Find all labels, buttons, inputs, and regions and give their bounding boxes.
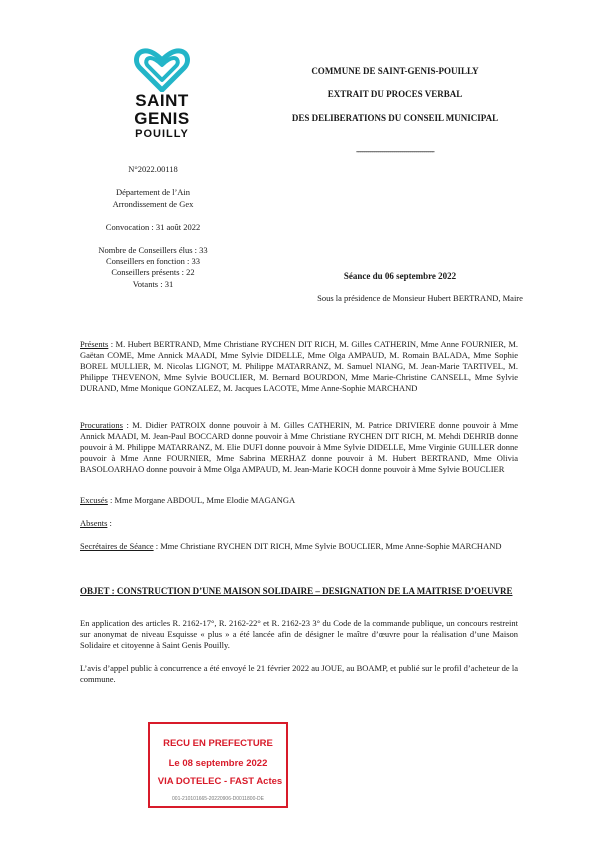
secretaires-label: Secrétaires de Séance <box>80 541 154 551</box>
presents-label: Présents <box>80 339 109 349</box>
prefecture-stamp <box>148 722 288 808</box>
absents-paragraph <box>80 518 518 529</box>
procurations-label: Procurations <box>80 420 123 430</box>
conseillers-presents: Conseillers présents : 22 <box>111 267 195 277</box>
procurations-paragraph <box>80 420 518 475</box>
secretaires-list: : Mme Christiane RYCHEN DIT RICH, Mme Sylvie BOUCLIER, Mme Anne-Sophie MARCHAND <box>153 541 502 551</box>
excuses-paragraph <box>80 495 518 506</box>
absents-label: Absents <box>80 518 108 528</box>
deliberations-heading: DES DELIBERATIONS DU CONSEIL MUNICIPAL <box>291 113 499 123</box>
seance-date: Séance du 06 septembre 2022 <box>343 271 457 281</box>
heart-logo-icon <box>132 48 192 92</box>
presents-paragraph <box>80 339 518 394</box>
body-paragraph-1: En application des articles R. 2162-17°, R. 2162-22° et R. 2162-23 3° du Code de la commande publique, un concours restreint sur anonymat de niveau Esquisse « plus » a été lancée afin de désigner le maître d’œuvre pour la réalisation d’une Maison Solidaire et citoyenne à Saint Genis Pouilly. <box>80 618 518 650</box>
objet-text: CONSTRUCTION D’UNE MAISON SOLIDAIRE – DESIGNATION DE LA MAITRISE D’OEUVRE <box>114 586 513 596</box>
stamp-line-2: Le 08 septembre 2022 <box>168 758 268 769</box>
stamp-line-4: 001-210101665-20220906-D0011800-DE <box>172 796 264 802</box>
stamp-line-1: RECU EN PREFECTURE <box>163 738 273 749</box>
logo-line-2: GENIS <box>134 109 190 128</box>
logo-line-3: POUILLY <box>135 128 189 140</box>
deliberation-number: N°2022.00118 <box>128 164 178 174</box>
procurations-list: : M. Didier PATROIX donne pouvoir à M. Gilles CATHERIN, M. Patrice DRIVIERE donne pouvoir à Mme Annick MAADI, M. Jean-Paul BOCCARD donne pouvoir à Mme Christiane RYCHEN DIT RICH, M. Mehdi DEHRIB donne pouvoir à M. Philippe MATARRANZ, M. Elie DUFI donne pouvoir à Mme Sylvie DIDELLE, Mme Virginie GUILLER donne pouvoir à Mme Anne FOURNIER, Mme Sabrina MERHAZ donne pouvoir à M. Hubert BERTRAND, Mme Olivia BASOLOARHAO donne pouvoir à Mme Olga AMPAUD, M. Jean-Marie KOCH donne pouvoir à Mme Sylvie BOUCLIER <box>80 420 518 474</box>
excuses-list: : Mme Morgane ABDOUL, Mme Elodie MAGANGA <box>107 495 296 505</box>
objet-label: OBJET : <box>80 586 115 596</box>
departement: Département de l’Ain <box>115 187 191 197</box>
absents-list: : <box>107 518 112 528</box>
commune-logo <box>118 48 206 141</box>
objet-paragraph <box>80 586 518 597</box>
votants: Votants : 31 <box>132 279 174 289</box>
logo-line-1: SAINT <box>135 91 189 110</box>
convocation-date: Convocation : 31 août 2022 <box>105 222 201 232</box>
secretaires-paragraph <box>80 541 518 552</box>
conseillers-fonction: Conseillers en fonction : 33 <box>106 256 200 266</box>
body-paragraph-2: L’avis d’appel public à concurrence a été envoyé le 21 février 2022 au JOUE, au BOAMP, et publié sur le profil d’acheteur de la commune. <box>80 663 518 684</box>
conseillers-elus: Nombre de Conseillers élus : 33 <box>98 245 208 255</box>
seance-presidence: Sous la présidence de Monsieur Hubert BERTRAND, Maire <box>317 293 523 303</box>
stamp-line-3: VIA DOTELEC - FAST Actes <box>157 776 283 787</box>
header-separator: --------------------------------------- <box>356 146 434 156</box>
excuses-label: Excusés <box>80 495 108 505</box>
logo-text <box>118 92 206 141</box>
presents-list: : M. Hubert BERTRAND, Mme Christiane RYCHEN DIT RICH, M. Gilles CATHERIN, Mme Anne FOURNIER, M. Gaëtan COME, Mme Annick MAADI, Mme Sylvie DIDELLE, Mme Olga AMPAUD, M. Romain BALADA, Mme Sophie BOREL MULLIER, M. Nicolas LIGNOT, M. Philippe MATARRANZ, M. Samuel NIANG, M. Jean-Marie TARTIVEL, M. Philippe THEVENON, Mme Sylvie BOUCLIER, M. Bernard BOURDON, Mme Marie-Christine CANSELL, Mme Sylvie DURAND, Mme Monique GONZALEZ, M. Jacques LACOTE, Mme Anne-Sophie MARCHAND <box>80 339 518 393</box>
arrondissement: Arrondissement de Gex <box>112 199 194 209</box>
extract-heading: EXTRAIT DU PROCES VERBAL <box>327 89 463 99</box>
commune-heading: COMMUNE DE SAINT-GENIS-POUILLY <box>311 66 479 76</box>
